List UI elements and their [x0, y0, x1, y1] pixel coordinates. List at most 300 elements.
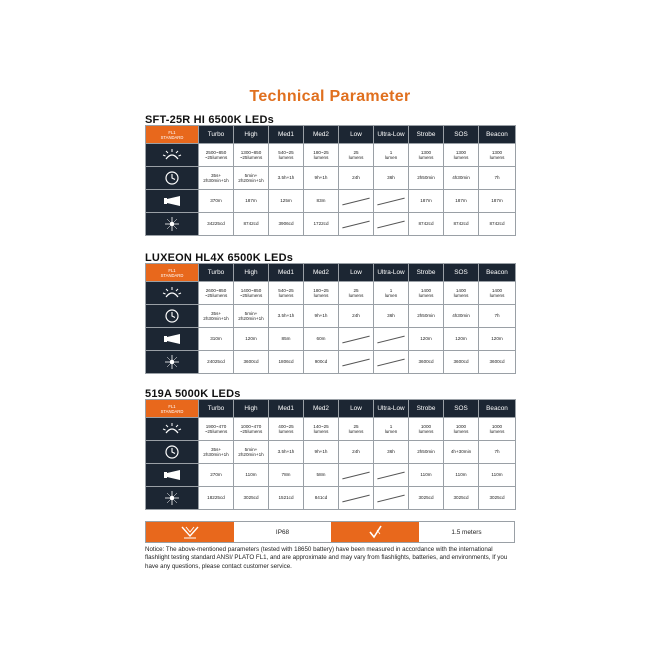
- intensity-icon: [146, 354, 198, 370]
- cell-line: 187m: [420, 198, 432, 204]
- cell-line: 1300: [420, 149, 432, 155]
- table-cell: [234, 282, 269, 305]
- not-applicable-dash: [342, 471, 369, 479]
- table-cell: [304, 190, 339, 213]
- table-cell: [409, 464, 444, 487]
- table-cell: [304, 351, 339, 374]
- row-icon-cell: [146, 144, 199, 167]
- cell-line: 58m: [316, 472, 326, 478]
- table-cell: [444, 190, 479, 213]
- row-icon-cell: [146, 328, 199, 351]
- cell-line: 110m: [455, 472, 467, 478]
- table-row: [146, 418, 516, 441]
- table-cell: [479, 282, 516, 305]
- table-cell: [339, 213, 374, 236]
- table-row: [146, 213, 516, 236]
- row-icon-cell: [146, 351, 199, 374]
- runtime-clock-icon: [146, 444, 198, 460]
- row-icon-cell: [146, 190, 199, 213]
- table-cell: [444, 213, 479, 236]
- cell-line: 187m: [491, 198, 503, 204]
- cell-line: 540~25: [278, 149, 294, 155]
- table-cell: [269, 144, 304, 167]
- table-cell: [444, 351, 479, 374]
- cell-line: lumens: [278, 155, 294, 160]
- not-applicable-dash: [377, 220, 404, 228]
- table-cell: [199, 305, 234, 328]
- cell-line: 5min+: [244, 172, 258, 178]
- column-header-med2: Med2: [304, 400, 339, 418]
- table-cell: [479, 167, 516, 190]
- cell-line: 1300: [455, 149, 467, 155]
- cell-line: 8742cd: [489, 221, 505, 227]
- cell-line: 35s+: [210, 446, 222, 452]
- cell-line: 1000: [491, 423, 503, 429]
- cell-line: 370m: [210, 198, 222, 204]
- cell-line: 34225cd: [207, 221, 225, 227]
- table-cell: [374, 441, 409, 464]
- standard-label: [146, 126, 199, 144]
- standard-line: FL1: [168, 267, 176, 273]
- cell-line: 24025cd: [207, 359, 225, 365]
- cell-line: 2h50min: [417, 313, 435, 319]
- table-cell: [444, 418, 479, 441]
- cell-line: ~25lumens: [204, 293, 228, 298]
- column-header-beacon: Beacon: [479, 264, 516, 282]
- not-applicable-dash: [377, 358, 404, 366]
- cell-line: ~25lumens: [239, 155, 263, 160]
- table-cell: [409, 487, 444, 510]
- spec-table-sft-25r-hi-6500k-leds: [145, 125, 516, 236]
- beam-distance-icon: [146, 468, 198, 482]
- section-title: LUXEON HL4X 6500K LEDs: [145, 252, 294, 264]
- table-cell: [444, 282, 479, 305]
- cell-line: 120m: [420, 336, 432, 342]
- table-cell: [374, 464, 409, 487]
- cell-line: lumens: [418, 155, 434, 160]
- table-cell: [304, 213, 339, 236]
- cell-line: 3025cd: [243, 495, 259, 501]
- cell-line: 35s+: [210, 172, 222, 178]
- cell-line: 400~25: [278, 423, 294, 429]
- table-cell: [374, 213, 409, 236]
- beam-distance-icon: [146, 194, 198, 208]
- table-cell: [479, 213, 516, 236]
- header-row: [146, 264, 516, 282]
- cell-line: 110m: [491, 472, 503, 478]
- table-cell: [374, 190, 409, 213]
- table-cell: [304, 418, 339, 441]
- column-header-strobe: Strobe: [409, 126, 444, 144]
- intensity-icon: [146, 216, 198, 232]
- cell-line: 24h: [352, 313, 360, 319]
- table-row: [146, 441, 516, 464]
- waterproof-rating: IP68: [234, 522, 331, 542]
- table-row: [146, 328, 516, 351]
- table-cell: [304, 167, 339, 190]
- column-header-med2: Med2: [304, 264, 339, 282]
- standard-line: STANDARD: [160, 134, 184, 140]
- table-cell: [269, 213, 304, 236]
- row-icon-cell: [146, 305, 199, 328]
- table-cell: [269, 487, 304, 510]
- column-header-strobe: Strobe: [409, 264, 444, 282]
- table-cell: [339, 418, 374, 441]
- cell-line: 1000~470: [240, 423, 262, 429]
- cell-line: 1: [389, 149, 393, 155]
- table-cell: [409, 328, 444, 351]
- cell-line: 841cd: [314, 495, 328, 501]
- checkmark-icon: [364, 524, 386, 540]
- cell-line: lumens: [348, 155, 364, 160]
- cell-line: 1400: [420, 287, 432, 293]
- cell-line: ~25lumens: [204, 429, 228, 434]
- table-cell: [374, 487, 409, 510]
- cell-line: lumens: [278, 293, 294, 298]
- table-cell: [479, 328, 516, 351]
- table-cell: [304, 282, 339, 305]
- table-cell: [409, 282, 444, 305]
- waterproof-icon-cell: [146, 522, 234, 542]
- table-cell: [374, 282, 409, 305]
- table-cell: [409, 190, 444, 213]
- column-header-high: High: [234, 264, 269, 282]
- table-cell: [479, 418, 516, 441]
- table-cell: [304, 305, 339, 328]
- table-cell: [479, 487, 516, 510]
- cell-line: 8742cd: [453, 221, 469, 227]
- cell-line: 2h30min+1h: [203, 178, 229, 183]
- table-cell: [479, 464, 516, 487]
- cell-line: 2h20min+1h: [238, 452, 264, 457]
- cell-line: lumens: [348, 293, 364, 298]
- cell-line: 1400: [491, 287, 503, 293]
- table-cell: [234, 328, 269, 351]
- cell-line: 1400: [455, 287, 467, 293]
- cell-line: 8742cd: [243, 221, 259, 227]
- table-cell: [234, 213, 269, 236]
- cell-line: 270m: [210, 472, 222, 478]
- cell-line: 7h: [494, 313, 500, 319]
- cell-line: lumens: [453, 429, 469, 434]
- standard-label: [146, 400, 199, 418]
- table-cell: [304, 464, 339, 487]
- table-cell: [304, 144, 339, 167]
- cell-line: 2h20min+1h: [238, 178, 264, 183]
- notice-text: Notice: The above-mentioned parameters (tested with 18650 battery) have been measured in accordance with the international flashlight testing standard ANSI/ PLATO FL1, and are approximate and may vary from flashlights, batteries, and environments, If you have any questions, please contact customer service.: [145, 546, 508, 570]
- not-applicable-dash: [377, 494, 404, 502]
- cell-line: 2600~850: [205, 287, 227, 293]
- table-cell: [304, 441, 339, 464]
- cell-line: 4h+30min: [450, 449, 472, 455]
- cell-line: 540~25: [278, 287, 294, 293]
- not-applicable-dash: [342, 220, 369, 228]
- standard-label: [146, 264, 199, 282]
- cell-line: 1400~850: [240, 287, 262, 293]
- cell-line: 120m: [491, 336, 503, 342]
- cell-line: 2h50min: [417, 449, 435, 455]
- table-cell: [269, 305, 304, 328]
- cell-line: 1806cd: [278, 359, 294, 365]
- table-cell: [234, 305, 269, 328]
- row-icon-cell: [146, 464, 199, 487]
- runtime-clock-icon: [146, 308, 198, 324]
- cell-line: 2h30min+1h: [203, 316, 229, 321]
- cell-line: lumens: [313, 155, 329, 160]
- column-header-high: High: [234, 400, 269, 418]
- cell-line: 900cd: [314, 359, 328, 365]
- table-cell: [409, 305, 444, 328]
- row-icon-cell: [146, 213, 199, 236]
- intensity-icon: [146, 490, 198, 506]
- cell-line: 3600cd: [489, 359, 505, 365]
- column-header-med2: Med2: [304, 126, 339, 144]
- beam-distance-icon: [146, 332, 198, 346]
- cell-line: lumens: [278, 429, 294, 434]
- cell-line: 3025cd: [453, 495, 469, 501]
- spec-table-luxeon-hl4x-6500k-leds: [145, 263, 516, 374]
- table-cell: [234, 418, 269, 441]
- standard-line: STANDARD: [160, 272, 184, 278]
- table-cell: [199, 487, 234, 510]
- column-header-sos: SOS: [444, 126, 479, 144]
- table-cell: [199, 213, 234, 236]
- cell-line: lumen: [384, 293, 398, 298]
- table-cell: [339, 190, 374, 213]
- table-cell: [444, 487, 479, 510]
- table-cell: [269, 418, 304, 441]
- cell-line: 120m: [455, 336, 467, 342]
- table-row: [146, 144, 516, 167]
- column-header-ultra-low: Ultra-Low: [374, 264, 409, 282]
- table-cell: [374, 351, 409, 374]
- impact-icon-cell: [331, 522, 419, 542]
- table-cell: [339, 487, 374, 510]
- cell-line: 9h+1h: [314, 313, 328, 319]
- column-header-sos: SOS: [444, 400, 479, 418]
- cell-line: 5min+: [244, 310, 258, 316]
- header-row: [146, 400, 516, 418]
- column-header-turbo: Turbo: [199, 264, 234, 282]
- cell-line: 24h: [352, 449, 360, 455]
- table-cell: [199, 144, 234, 167]
- cell-line: 1300~850: [240, 149, 262, 155]
- cell-line: 187m: [245, 198, 257, 204]
- cell-line: 1300: [491, 149, 503, 155]
- table-cell: [374, 167, 409, 190]
- table-cell: [339, 328, 374, 351]
- cell-line: 36h: [387, 449, 395, 455]
- table-cell: [199, 464, 234, 487]
- table-cell: [234, 487, 269, 510]
- standard-line: FL1: [168, 129, 176, 135]
- lumens-icon: [146, 148, 198, 162]
- column-header-med1: Med1: [269, 126, 304, 144]
- cell-line: 60m: [316, 336, 326, 342]
- row-icon-cell: [146, 418, 199, 441]
- not-applicable-dash: [342, 335, 369, 343]
- table-cell: [479, 144, 516, 167]
- table-cell: [304, 328, 339, 351]
- table-cell: [444, 305, 479, 328]
- section-title: 519A 5000K LEDs: [145, 388, 241, 400]
- cell-line: 3.5h+1h: [277, 449, 295, 455]
- table-cell: [409, 351, 444, 374]
- cell-line: lumen: [384, 155, 398, 160]
- table-cell: [444, 167, 479, 190]
- row-icon-cell: [146, 441, 199, 464]
- cell-line: 8742cd: [418, 221, 434, 227]
- cell-line: lumens: [453, 293, 469, 298]
- table-cell: [269, 167, 304, 190]
- cell-line: 25: [353, 149, 359, 155]
- row-icon-cell: [146, 487, 199, 510]
- cell-line: 1000: [420, 423, 432, 429]
- table-cell: [339, 167, 374, 190]
- cell-line: 35s+: [210, 310, 222, 316]
- section-title: SFT-25R HI 6500K LEDs: [145, 114, 274, 126]
- column-header-med1: Med1: [269, 264, 304, 282]
- table-cell: [409, 418, 444, 441]
- cell-line: 7h: [494, 449, 500, 455]
- not-applicable-dash: [377, 335, 404, 343]
- cell-line: 7h: [494, 175, 500, 181]
- column-header-low: Low: [339, 400, 374, 418]
- table-row: [146, 305, 516, 328]
- lumens-icon: [146, 422, 198, 436]
- cell-line: 3.5h+1h: [277, 175, 295, 181]
- table-cell: [199, 190, 234, 213]
- cell-line: 2h50min: [417, 175, 435, 181]
- cell-line: 25: [353, 423, 359, 429]
- table-cell: [444, 441, 479, 464]
- cell-line: 2h20min+1h: [238, 316, 264, 321]
- cell-line: lumens: [453, 155, 469, 160]
- cell-line: 9h+1h: [314, 175, 328, 181]
- table-cell: [409, 144, 444, 167]
- cell-line: lumens: [348, 429, 364, 434]
- cell-line: 3906cd: [278, 221, 294, 227]
- table-cell: [234, 167, 269, 190]
- table-row: [146, 282, 516, 305]
- standard-line: STANDARD: [160, 408, 184, 414]
- cell-line: lumens: [418, 293, 434, 298]
- cell-line: 2h30min+1h: [203, 452, 229, 457]
- cell-line: 1900~470: [205, 423, 227, 429]
- not-applicable-dash: [377, 471, 404, 479]
- table-cell: [269, 441, 304, 464]
- table-cell: [374, 328, 409, 351]
- table-cell: [199, 328, 234, 351]
- cell-line: 180~25: [313, 149, 329, 155]
- cell-line: 3025cd: [418, 495, 434, 501]
- cell-line: 3025cd: [489, 495, 505, 501]
- column-header-high: High: [234, 126, 269, 144]
- cell-line: 125m: [280, 198, 292, 204]
- cell-line: 4h30min: [452, 313, 470, 319]
- table-cell: [269, 351, 304, 374]
- spec-table-519a-5000k-leds: [145, 399, 516, 510]
- table-cell: [339, 144, 374, 167]
- table-cell: [199, 351, 234, 374]
- table-cell: [269, 282, 304, 305]
- table-cell: [199, 418, 234, 441]
- cell-line: 1: [389, 287, 393, 293]
- header-row: [146, 126, 516, 144]
- table-cell: [409, 213, 444, 236]
- table-cell: [199, 282, 234, 305]
- table-cell: [374, 305, 409, 328]
- table-cell: [234, 190, 269, 213]
- cell-line: 9h+1h: [314, 449, 328, 455]
- cell-line: lumens: [313, 429, 329, 434]
- cell-line: 36h: [387, 313, 395, 319]
- cell-line: 3600cd: [453, 359, 469, 365]
- table-cell: [444, 464, 479, 487]
- column-header-ultra-low: Ultra-Low: [374, 126, 409, 144]
- cell-line: ~25lumens: [239, 429, 263, 434]
- drop-impact-icon: [179, 524, 201, 540]
- cell-line: ~25lumens: [239, 293, 263, 298]
- table-cell: [339, 441, 374, 464]
- cell-line: 5min+: [244, 446, 258, 452]
- cell-line: 24h: [352, 175, 360, 181]
- cell-line: lumen: [384, 429, 398, 434]
- standard-line: FL1: [168, 403, 176, 409]
- table-cell: [374, 418, 409, 441]
- table-cell: [479, 190, 516, 213]
- lumens-icon: [146, 286, 198, 300]
- cell-line: 2500~850: [205, 149, 227, 155]
- table-cell: [269, 328, 304, 351]
- row-icon-cell: [146, 167, 199, 190]
- column-header-beacon: Beacon: [479, 126, 516, 144]
- cell-line: 85m: [281, 336, 291, 342]
- table-cell: [409, 167, 444, 190]
- table-cell: [234, 351, 269, 374]
- column-header-med1: Med1: [269, 400, 304, 418]
- column-header-beacon: Beacon: [479, 400, 516, 418]
- table-cell: [234, 441, 269, 464]
- cell-line: 110m: [245, 472, 257, 478]
- not-applicable-dash: [342, 358, 369, 366]
- column-header-strobe: Strobe: [409, 400, 444, 418]
- cell-line: 310m: [210, 336, 222, 342]
- column-header-low: Low: [339, 264, 374, 282]
- table-cell: [479, 305, 516, 328]
- not-applicable-dash: [377, 197, 404, 205]
- not-applicable-dash: [342, 494, 369, 502]
- cell-line: 4h30min: [452, 175, 470, 181]
- table-cell: [269, 464, 304, 487]
- cell-line: 1000: [455, 423, 467, 429]
- cell-line: 3600cd: [418, 359, 434, 365]
- cell-line: lumens: [313, 293, 329, 298]
- page-title: Technical Parameter: [249, 88, 411, 105]
- cell-line: lumens: [489, 429, 505, 434]
- column-header-ultra-low: Ultra-Low: [374, 400, 409, 418]
- cell-line: 83m: [316, 198, 326, 204]
- cell-line: 3.5h+1h: [277, 313, 295, 319]
- not-applicable-dash: [342, 197, 369, 205]
- table-row: [146, 487, 516, 510]
- cell-line: 1722cd: [313, 221, 329, 227]
- table-cell: [339, 282, 374, 305]
- column-header-low: Low: [339, 126, 374, 144]
- table-cell: [339, 351, 374, 374]
- cell-line: 180~25: [313, 287, 329, 293]
- features-bar: [145, 521, 515, 543]
